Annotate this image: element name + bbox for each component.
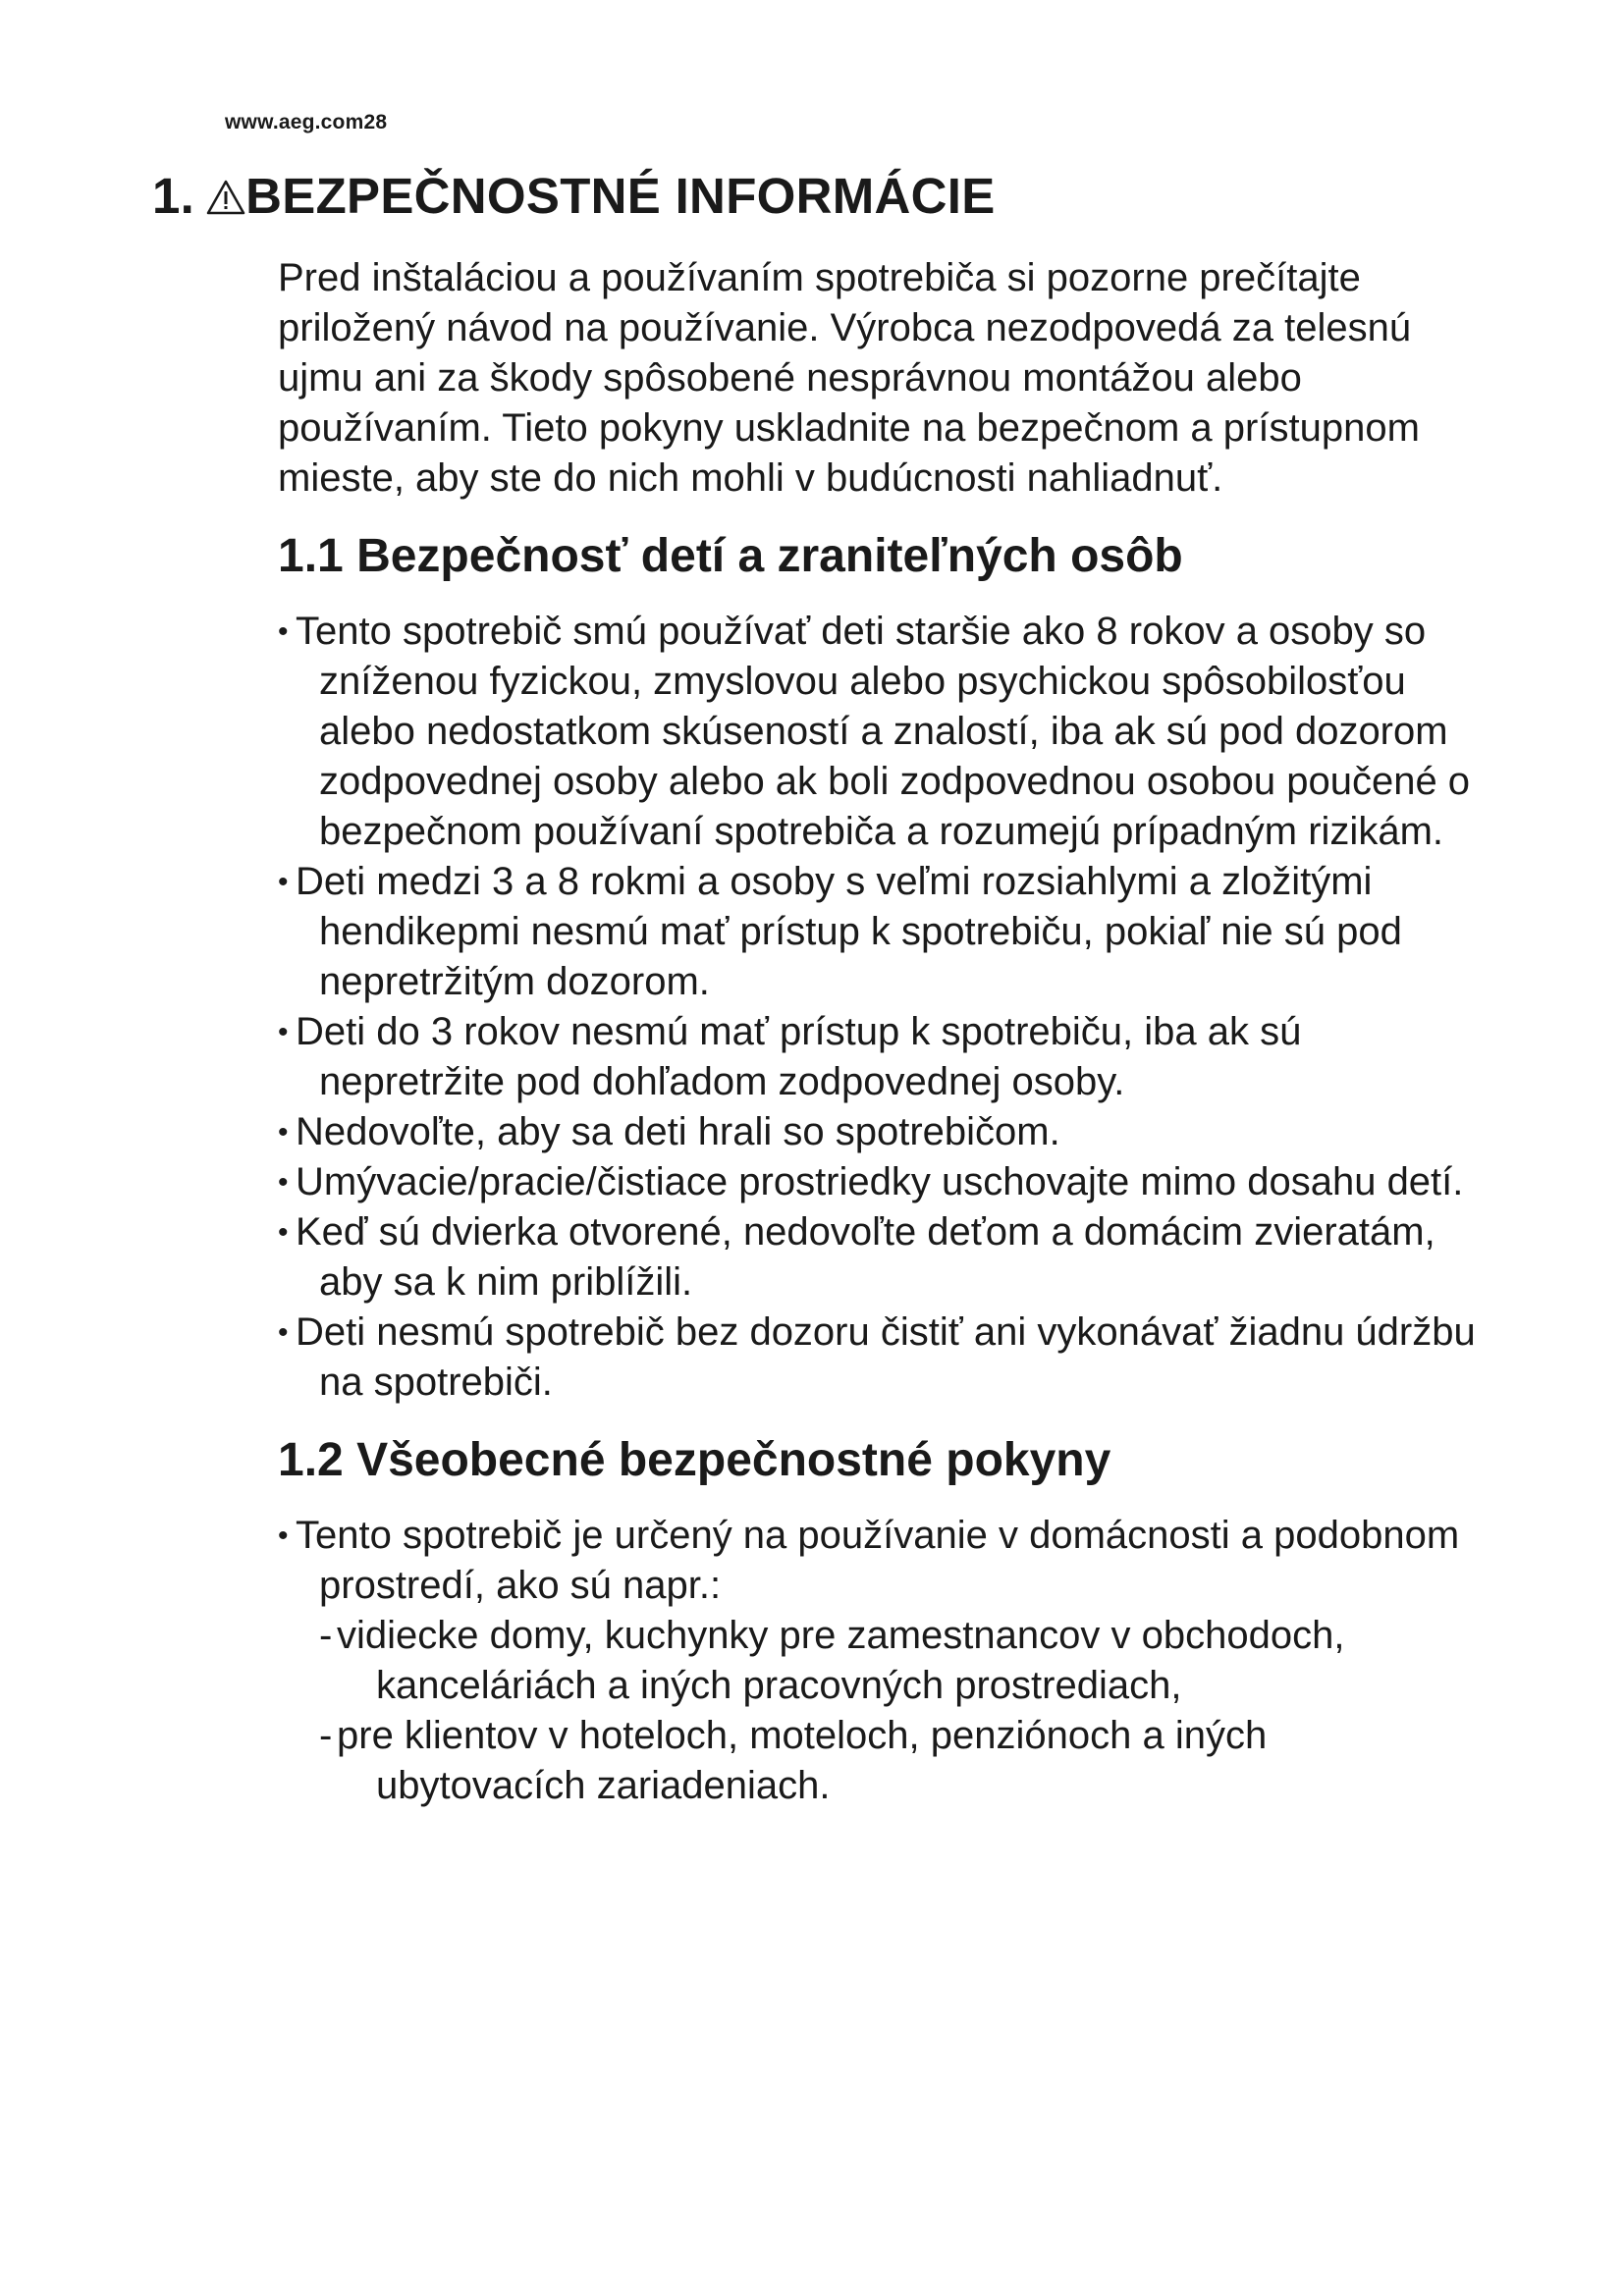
main-content [278,253,1486,1811]
bullet-icon: • [278,1166,289,1199]
bullet-icon: • [278,1016,289,1048]
bullet-icon: • [278,615,289,648]
section-1-1-title: 1.1 Bezpečnosť detí a zraniteľných osôb [278,530,1183,582]
section-1-2-list [278,1511,1486,1611]
dash-icon: - [319,1714,333,1757]
bullet-icon: • [278,1520,289,1552]
list-item: • Deti nesmú spotrebič bez dozoru čistiť ani vykonávať žiadnu údržbu na spotrebiči. [278,1308,1486,1408]
list-item: • Umývacie/pracie/čistiace prostriedky uschovajte mimo dosahu detí. [278,1157,1486,1207]
list-item: • Nedovoľte, aby sa deti hrali so spotrebičom. [278,1107,1486,1157]
bullet-icon: • [278,1216,289,1249]
list-item: • Deti do 3 rokov nesmú mať prístup k spotrebiču, iba ak sú nepretržite pod dohľadom zodpovednej osoby. [278,1007,1486,1107]
list-item: • Tento spotrebič smú používať deti staršie ako 8 rokov a osoby so zníženou fyzickou, zmyslovou alebo psychickou spôsobilosťou alebo nedostatkom skúseností a znalostí, iba ak sú pod dozorom zodpovednej osoby alebo ak boli zodpovednou osobou poučené o bezpečnom používaní spotrebiča a rozumejú prípadným rizikám. [278,607,1486,857]
section-1-2-title: 1.2 Všeobecné bezpečnostné pokyny [278,1434,1111,1486]
dash-icon: - [319,1614,333,1657]
bullet-icon: • [278,1116,289,1148]
list-item: • Deti medzi 3 a 8 rokmi a osoby s veľmi rozsiahlymi a zložitými hendikepmi nesmú mať prístup k spotrebiču, pokiaľ nie sú pod nepretržitým dozorom. [278,857,1486,1007]
section-1-2-sublist [278,1611,1486,1811]
header-url: www.aeg.com [225,111,364,133]
sub-list-item: - vidiecke domy, kuchynky pre zamestnancov v obchodoch, kanceláriách a iných pracovných prostrediach, [319,1611,1486,1711]
sub-list-item: - pre klientov v hoteloch, moteloch, penziónoch a iných ubytovacích zariadeniach. [319,1711,1486,1811]
chapter-number: 1. [152,168,195,224]
chapter-heading [152,167,996,225]
page-number: 28 [363,111,388,133]
bullet-icon: • [278,866,289,898]
page-header [225,111,387,134]
chapter-title: BEZPEČNOSTNÉ INFORMÁCIE [245,168,996,224]
bullet-icon: • [278,1316,289,1349]
section-1-1-list [278,607,1486,1408]
warning-triangle-icon [206,169,245,204]
list-item: • Tento spotrebič je určený na používanie v domácnosti a podobnom prostredí, ako sú napr.: [278,1511,1486,1611]
intro-paragraph: Pred inštaláciou a používaním spotrebiča si pozorne prečítajte priložený návod na používanie. Výrobca nezodpovedá za telesnú ujmu ani za škody spôsobené nesprávnou montážou alebo používaním. Tieto pokyny uskladnite na bezpečnom a prístupnom mieste, aby ste do nich mohli v budúcnosti nahliadnuť. [278,256,1420,500]
list-item: • Keď sú dvierka otvorené, nedovoľte deťom a domácim zvieratám, aby sa k nim priblížili. [278,1207,1486,1308]
